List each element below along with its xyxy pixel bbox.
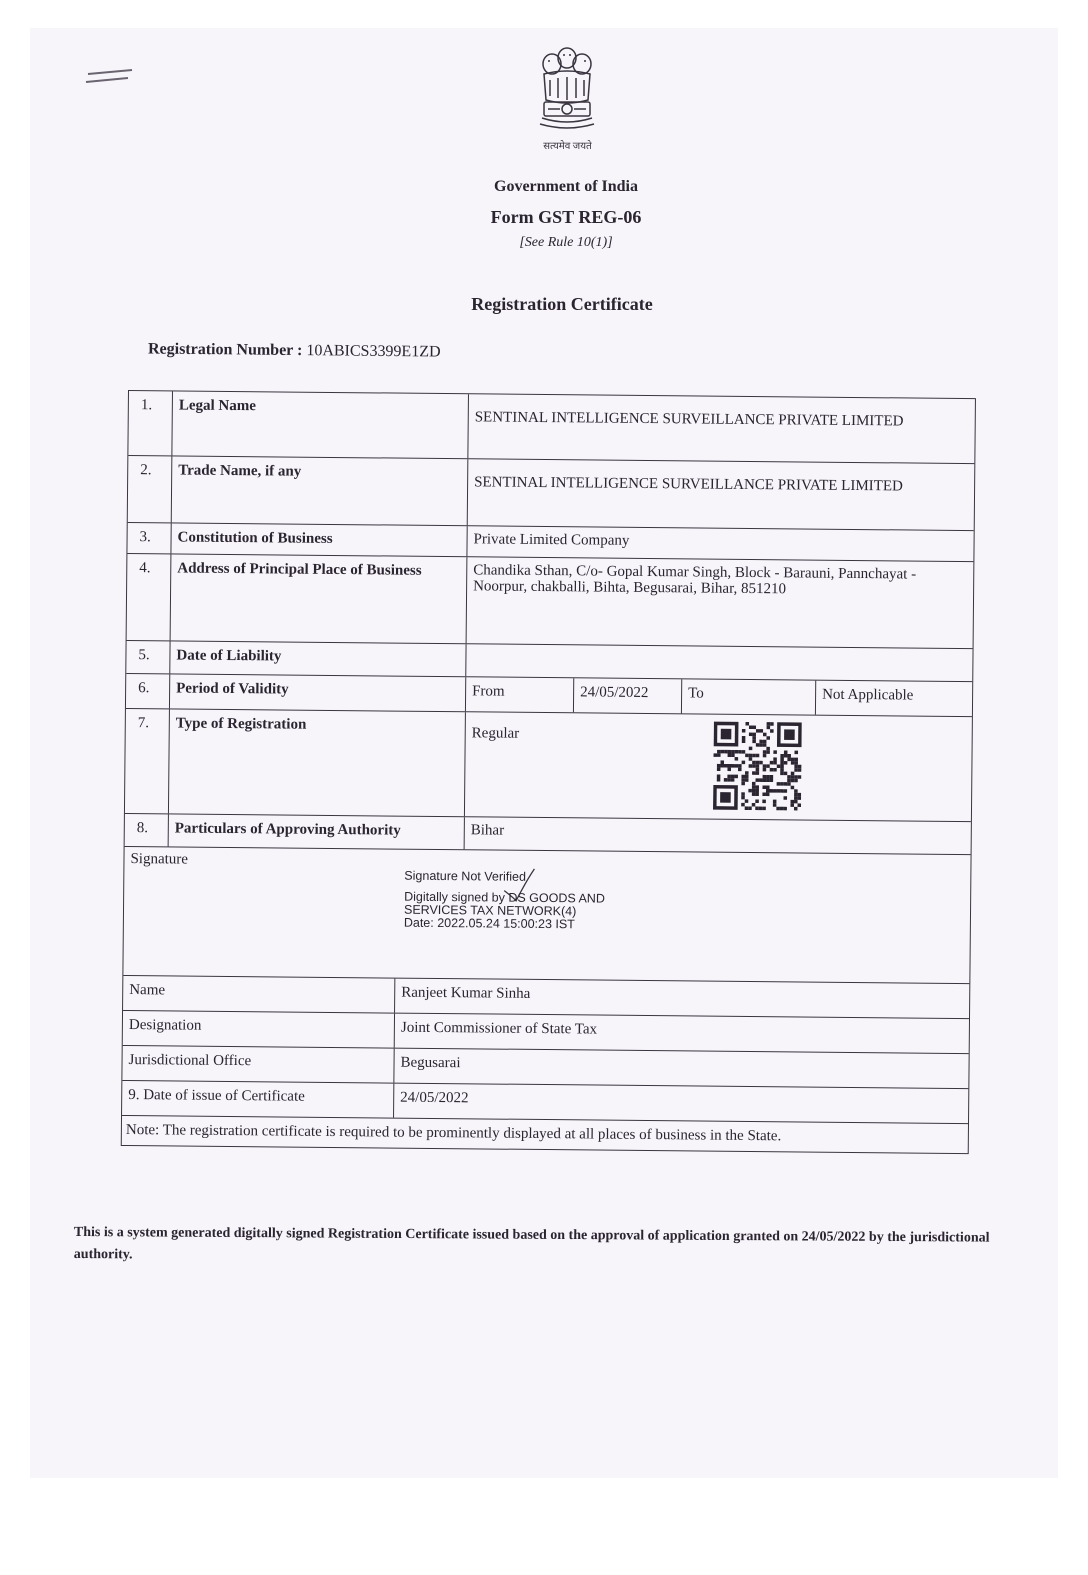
row-label: Legal Name	[172, 391, 469, 458]
government-heading: Government of India	[494, 178, 638, 195]
officer-label: Jurisdictional Office	[122, 1046, 394, 1083]
digital-signature	[404, 870, 605, 932]
row-number: 6.	[126, 674, 170, 708]
table-row-type-of-registration	[125, 709, 972, 822]
row-number: 8.	[125, 814, 169, 846]
footer-statement: This is a system generated digitally signed Registration Certificate issued based on the approval of application granted on 24/05/2022 by the jurisdictional authority.	[73, 1225, 990, 1263]
validity-from-value: 24/05/2022	[574, 678, 682, 713]
officer-label: 9. Date of issue of Certificate	[122, 1081, 394, 1118]
row-number: 3.	[127, 523, 171, 553]
table-row-trade-name	[128, 456, 975, 531]
legal-name-value: SENTINAL INTELLIGENCE SURVEILLANCE PRIVATE LIMITED	[474, 409, 904, 430]
issue-date-value: 24/05/2022	[400, 1089, 469, 1107]
registration-number-line	[148, 340, 441, 361]
signature-status: Signature Not Verified	[404, 868, 527, 884]
page-title: Registration Certificate	[471, 294, 653, 314]
officer-label: Name	[123, 976, 395, 1013]
qr-code-icon	[713, 721, 802, 812]
signature-date: Date: 2022.05.24 15:00:23 IST	[403, 916, 575, 932]
row-number: 1.	[128, 391, 173, 455]
validity-from-label: From	[466, 677, 574, 712]
officer-label: Designation	[123, 1011, 395, 1048]
constitution-value: Private Limited Company	[473, 531, 630, 549]
row-label: Constitution of Business	[171, 523, 467, 556]
row-label: Type of Registration	[169, 709, 466, 816]
address-value: Chandika Sthan, C/o- Gopal Kumar Singh, Block - Barauni, Pannchayat - Noorpur, chakballi, Bihta, Begusarai, Bihar, 851210	[473, 562, 917, 598]
signature-signer-org: SERVICES TAX NETWORK(4)	[403, 902, 577, 919]
row-label: Trade Name, if any	[172, 456, 469, 525]
row-label: Period of Validity	[170, 674, 466, 711]
row-number: 2.	[128, 456, 173, 522]
row-label: Address of Principal Place of Business	[171, 554, 468, 643]
approving-authority-value: Bihar	[470, 822, 505, 839]
display-note: Note: The registration certificate is required to be prominently displayed at all places of business in the State.	[125, 1122, 782, 1145]
registration-number-label: Registration Number :	[147, 340, 303, 360]
validity-to-value: Not Applicable	[822, 686, 914, 704]
rule-reference: [See Rule 10(1)]	[519, 235, 613, 250]
signature-block	[123, 847, 970, 984]
signature-signer: Digitally signed by DS GOODS AND	[404, 889, 605, 906]
staple-mark	[84, 66, 134, 86]
jurisdictional-office-value: Begusarai	[400, 1054, 461, 1072]
officer-designation-value: Joint Commissioner of State Tax	[400, 1019, 598, 1038]
date-of-liability-value	[466, 644, 972, 681]
registration-number-value: 10ABICS3399E1ZD	[306, 342, 441, 361]
row-label: Particulars of Approving Authority	[169, 814, 465, 849]
registration-type-cell	[465, 712, 972, 821]
validity-cells	[466, 677, 972, 716]
table-row-address	[127, 554, 974, 649]
registration-type-value: Regular	[471, 725, 520, 742]
national-emblem-icon	[526, 40, 608, 140]
signature-label: Signature	[130, 851, 189, 868]
row-label: Date of Liability	[170, 641, 466, 676]
form-heading: Form GST REG-06	[490, 207, 642, 227]
table-row-legal-name	[128, 391, 975, 464]
certificate-table	[121, 390, 976, 1154]
emblem-motto: सत्यमेव जयते	[543, 141, 592, 152]
row-number: 5.	[126, 641, 170, 673]
row-number: 4.	[127, 554, 172, 640]
validity-to-label: To	[682, 679, 816, 714]
trade-name-value: SENTINAL INTELLIGENCE SURVEILLANCE PRIVATE LIMITED	[474, 474, 903, 495]
row-number: 7.	[125, 709, 170, 813]
officer-name-value: Ranjeet Kumar Sinha	[401, 984, 531, 1002]
